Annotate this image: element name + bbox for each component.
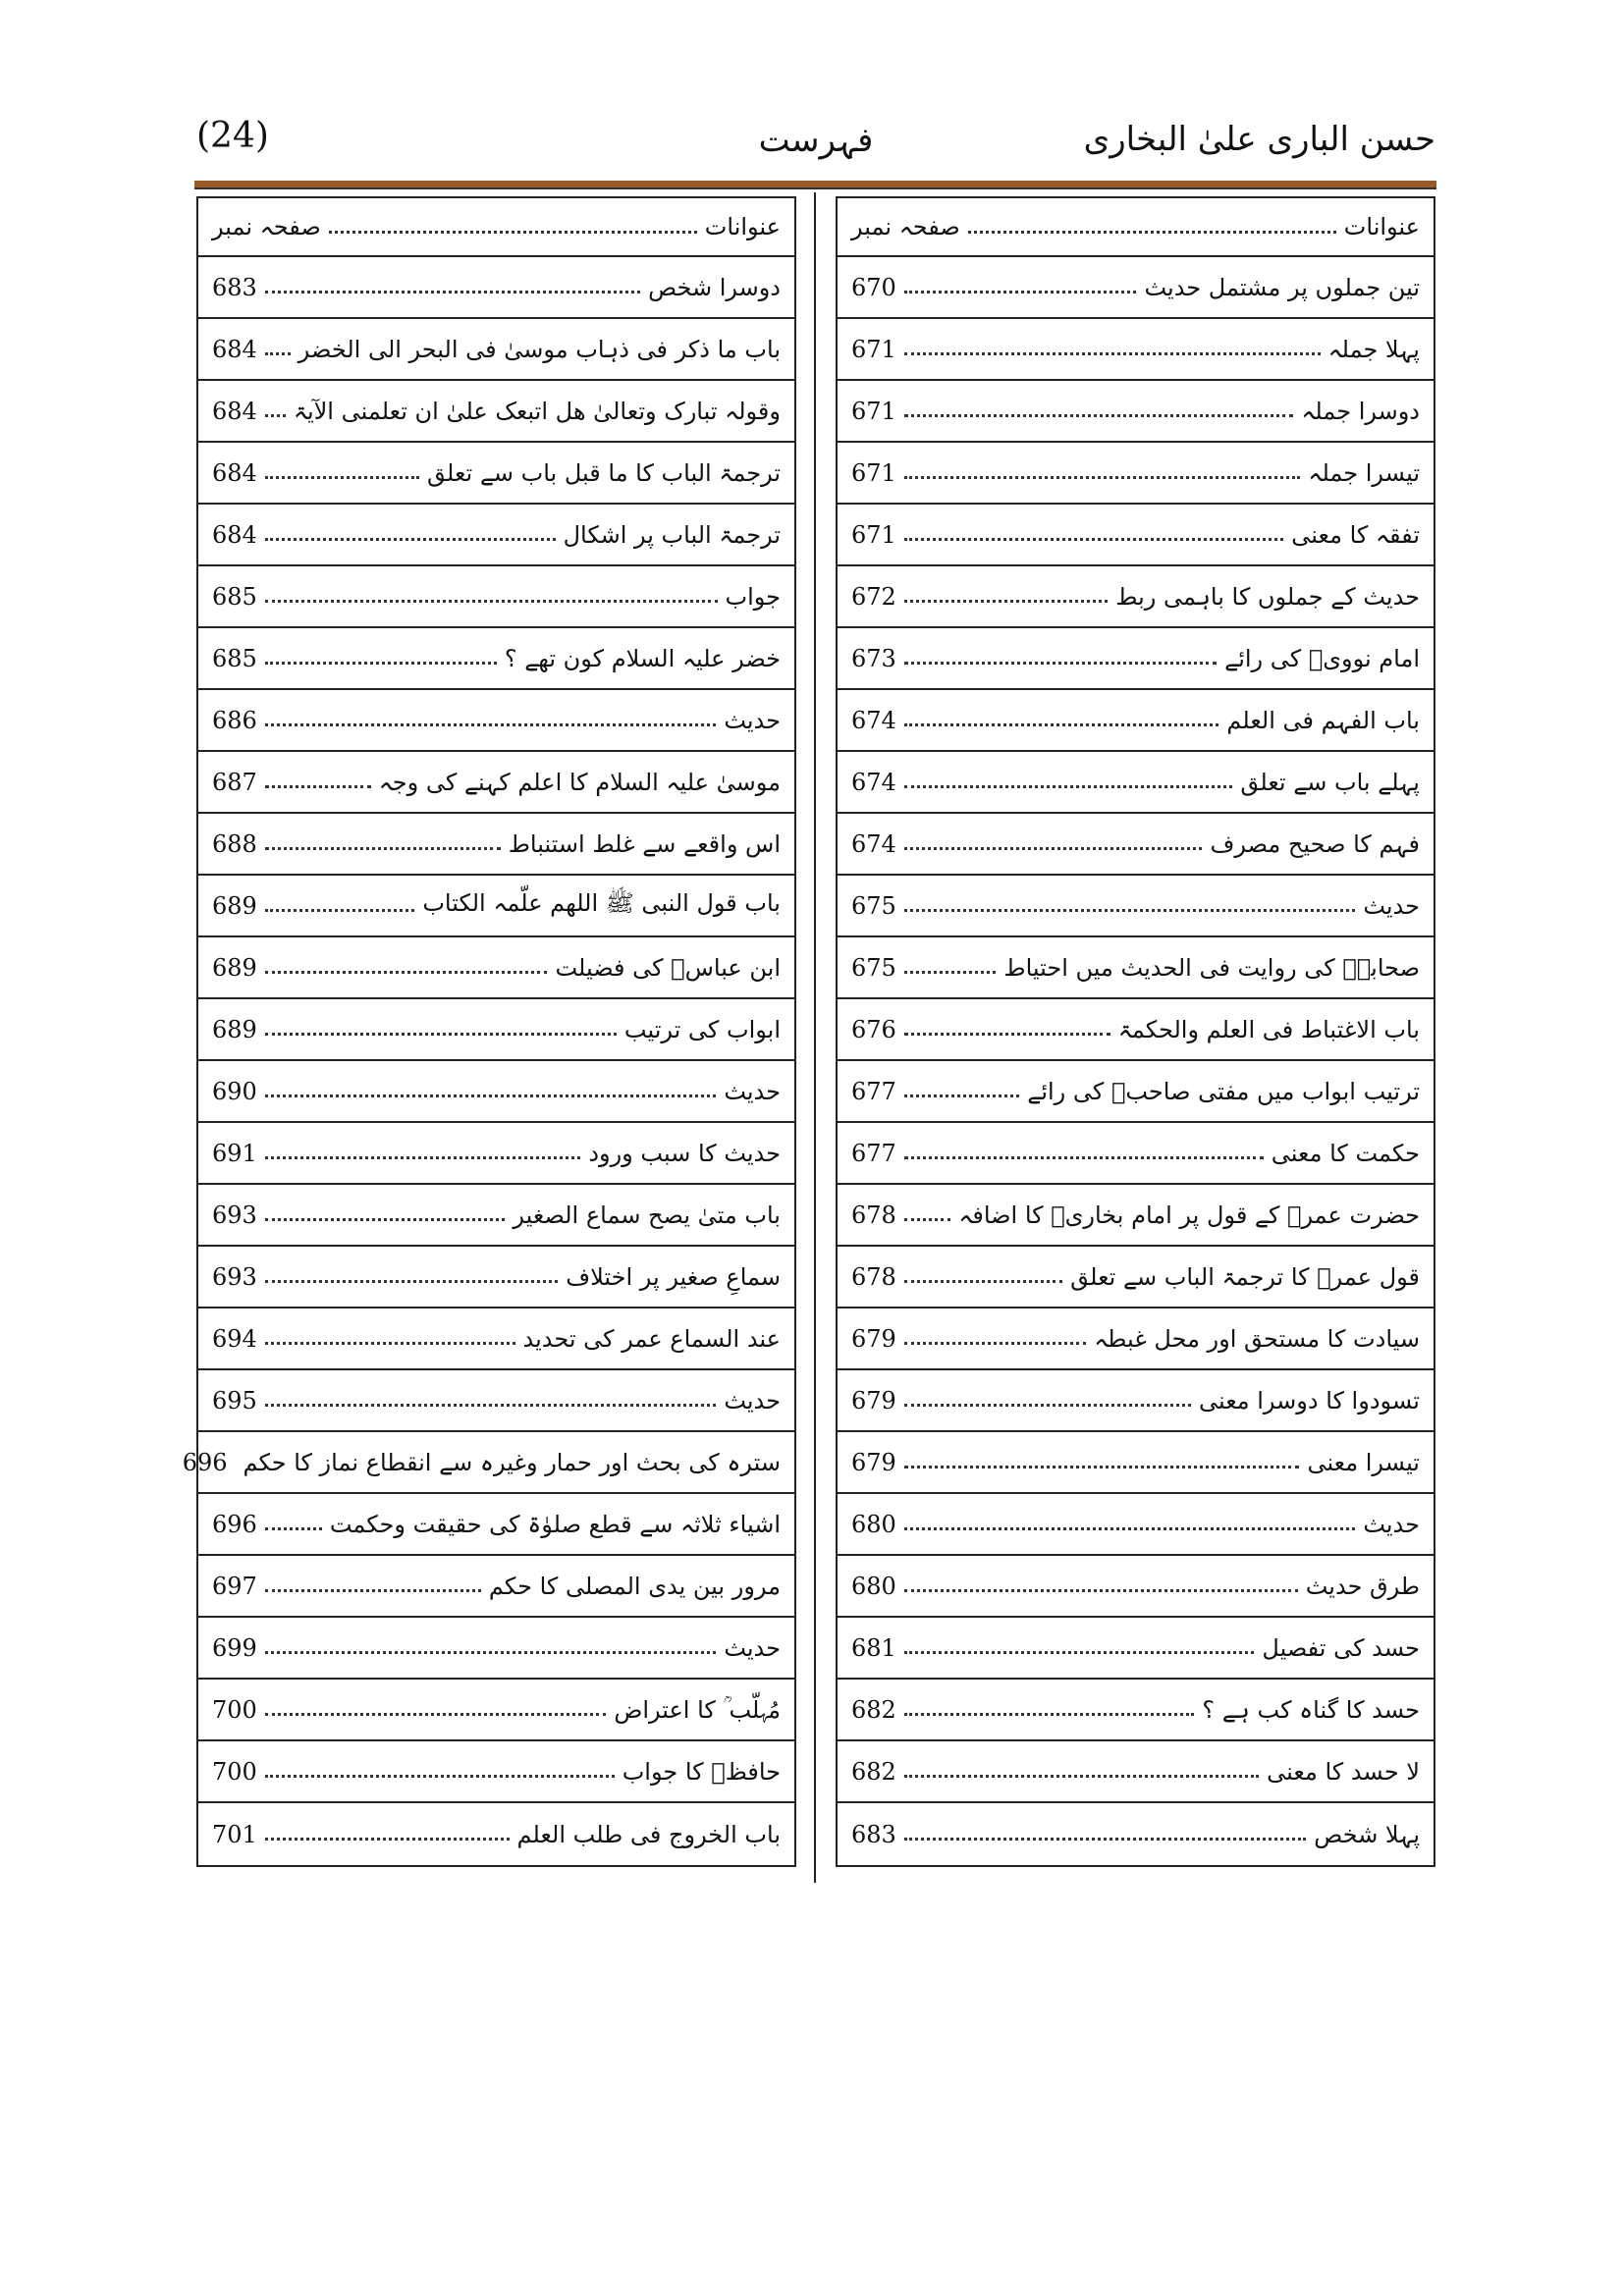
toc-entry-page: 684	[212, 520, 257, 549]
column-divider	[814, 192, 816, 1883]
toc-entry-page: 700	[212, 1695, 257, 1724]
toc-entry-page: 701	[212, 1820, 257, 1848]
toc-entry-page: 673	[851, 644, 896, 672]
toc-entry-row	[198, 443, 794, 505]
dot-leader	[904, 847, 1203, 850]
toc-entry-page: 689	[212, 953, 257, 982]
dot-leader	[904, 1527, 1356, 1530]
dot-leader	[904, 291, 1137, 294]
toc-entry-row	[838, 1308, 1434, 1370]
toc-entry-row	[198, 319, 794, 381]
heading-page-label: صفحہ نمبر	[212, 213, 321, 240]
toc-entry-title: باب الخروج فی طلب العلم	[516, 1820, 781, 1848]
dot-leader	[968, 231, 1336, 234]
toc-entry-title: اشیاء ثلاثہ سے قطع صلوٰۃ کی حقیقت وحکمت	[329, 1510, 781, 1538]
toc-entry-page: 696	[212, 1510, 257, 1538]
toc-entry-title: وقولہ تبارک وتعالیٰ ھل اتبعک علیٰ ان تعلمنی الآیۃ	[293, 397, 781, 425]
toc-entry-title: اس واقعے سے غلط استنباط	[508, 829, 781, 858]
toc-entry-row	[198, 1308, 794, 1370]
toc-entry-page: 674	[851, 768, 896, 796]
toc-entry-row	[198, 1556, 794, 1618]
toc-entry-row	[838, 1741, 1434, 1803]
toc-entry-title: ترجمۃ الباب پر اشکال	[563, 520, 781, 549]
toc-entry-title: حدیث	[724, 1386, 781, 1415]
dot-leader	[265, 1095, 717, 1097]
toc-entry-title: سماعِ صغیر پر اختلاف	[566, 1262, 781, 1291]
dot-leader	[904, 909, 1356, 912]
toc-entry-page: 687	[212, 768, 257, 796]
toc-entry-row	[838, 1247, 1434, 1308]
toc-entry-page: 700	[212, 1757, 257, 1786]
dot-leader	[904, 1156, 1264, 1159]
toc-entry-page: 695	[212, 1386, 257, 1415]
toc-entry-page: 683	[851, 1820, 896, 1848]
toc-entry-title: تسودوا کا دوسرا معنی	[1198, 1386, 1420, 1415]
toc-entry-row	[198, 1370, 794, 1432]
toc-entry-row	[198, 1680, 794, 1741]
dot-leader	[265, 1342, 515, 1345]
toc-entry-page: 678	[851, 1201, 896, 1229]
dot-leader	[904, 476, 1301, 479]
toc-entry-title: عند السماع عمر کی تحدید	[522, 1324, 781, 1353]
dot-leader	[904, 1404, 1191, 1407]
dot-leader	[904, 1775, 1259, 1778]
dot-leader	[904, 414, 1294, 417]
toc-entry-page: 693	[212, 1262, 257, 1291]
dot-leader	[904, 538, 1283, 541]
toc-entry-title: تین جملوں پر مشتمل حدیث	[1144, 273, 1420, 301]
toc-entry-page: 684	[212, 458, 257, 487]
toc-entry-title: باب ما ذکر فی ذہاب موسیٰ فی البحر الی الخضر	[298, 335, 781, 363]
dot-leader	[265, 1713, 607, 1716]
dot-leader	[265, 662, 497, 665]
toc-entry-title: دوسرا شخص	[648, 273, 781, 301]
dot-leader	[265, 1404, 717, 1407]
toc-entry-row	[198, 814, 794, 876]
dot-leader	[904, 1589, 1298, 1592]
toc-entry-page: 679	[851, 1324, 896, 1353]
toc-entry-page: 680	[851, 1572, 896, 1600]
toc-entry-page: 675	[851, 891, 896, 920]
header-rule-thin	[194, 187, 1436, 189]
toc-entry-page: 691	[212, 1139, 257, 1167]
toc-entry-row	[838, 1494, 1434, 1556]
dot-leader	[265, 847, 501, 850]
toc-entry-title: صحابہؓ کی روایت فی الحدیث میں احتیاط	[1003, 953, 1420, 982]
heading-titles-label: عنوانات	[704, 213, 781, 240]
toc-entry-row	[838, 1803, 1434, 1865]
toc-entry-row	[198, 1803, 794, 1865]
dot-leader	[904, 723, 1219, 726]
toc-entry-row	[198, 1741, 794, 1803]
dot-leader	[265, 971, 548, 974]
toc-entry-row	[838, 566, 1434, 628]
toc-entry-page: 677	[851, 1139, 896, 1167]
toc-entry-page: 689	[212, 1015, 257, 1043]
toc-entry-title: باب الفہم فی العلم	[1226, 706, 1420, 734]
toc-entry-title: حدیث	[1363, 1510, 1420, 1538]
dot-leader	[265, 723, 717, 726]
toc-entry-page: 684	[212, 335, 257, 363]
toc-heading-row	[838, 198, 1434, 257]
toc-entry-page: 680	[851, 1510, 896, 1538]
dot-leader	[904, 1280, 1062, 1283]
toc-entry-page: 682	[851, 1695, 896, 1724]
toc-entry-page: 685	[212, 582, 257, 611]
toc-entry-title: حدیث کا سبب ورود	[588, 1139, 781, 1167]
toc-entry-page: 696	[182, 1448, 228, 1476]
toc-entry-title: سیادت کا مستحق اور محل غبطہ	[1094, 1324, 1420, 1353]
toc-entry-title: حافظؒ کا جواب	[622, 1757, 781, 1786]
dot-leader	[904, 1651, 1255, 1654]
toc-entry-row	[838, 876, 1434, 937]
toc-entry-page: 682	[851, 1757, 896, 1786]
toc-entry-row	[838, 814, 1434, 876]
toc-entry-title: حدیث	[724, 1633, 781, 1662]
dot-leader	[265, 476, 419, 479]
dot-leader	[904, 1466, 1300, 1468]
heading-titles-label: عنوانات	[1343, 213, 1420, 240]
toc-entry-title: خضر علیہ السلام کون تھے ؟	[504, 644, 781, 672]
toc-entry-row	[198, 1061, 794, 1123]
dot-leader	[904, 1342, 1086, 1345]
header-rule	[194, 181, 1436, 187]
toc-entry-title: موسیٰ علیہ السلام کا اعلم کہنے کی وجہ	[378, 768, 781, 796]
toc-entry-page: 677	[851, 1077, 896, 1105]
toc-entry-page: 686	[212, 706, 257, 734]
dot-leader	[265, 600, 718, 603]
dot-leader	[265, 1156, 581, 1159]
toc-entry-row	[838, 999, 1434, 1061]
dot-leader	[265, 1218, 506, 1221]
toc-entry-page: 699	[212, 1633, 257, 1662]
toc-entry-title: تفقہ کا معنی	[1291, 520, 1420, 549]
toc-entry-title: باب الاغتباط فی العلم والحکمۃ	[1117, 1015, 1420, 1043]
dot-leader	[265, 1033, 617, 1036]
toc-entry-title: باب قول النبی ﷺ اللھم علّمہ الکتاب	[422, 889, 781, 917]
toc-entry-row	[838, 1556, 1434, 1618]
dot-leader	[904, 352, 1321, 355]
toc-entry-title: حضرت عمرؓ کے قول پر امام بخاریؒ کا اضافہ	[958, 1201, 1420, 1229]
toc-entry-row	[838, 1432, 1434, 1494]
toc-entry-title: حدیث	[1363, 891, 1420, 920]
dot-leader	[265, 352, 291, 355]
dot-leader	[265, 1280, 558, 1283]
dot-leader	[265, 909, 415, 912]
toc-entry-row	[838, 381, 1434, 443]
toc-entry-page: 697	[212, 1572, 257, 1600]
dot-leader	[265, 1527, 322, 1530]
toc-entry-row	[198, 566, 794, 628]
toc-entry-row	[198, 505, 794, 566]
toc-entry-title: حسد کی تفصیل	[1262, 1633, 1420, 1662]
dot-leader	[904, 1095, 1019, 1097]
toc-entry-row	[198, 1123, 794, 1185]
toc-entry-title: پہلا شخص	[1314, 1820, 1420, 1848]
toc-heading-row	[198, 198, 794, 257]
toc-entry-row	[838, 257, 1434, 319]
toc-entry-page: 671	[851, 520, 896, 549]
toc-entry-page: 676	[851, 1015, 896, 1043]
toc-entry-title: تیسرا جملہ	[1308, 458, 1420, 487]
toc-entry-title: طرق حدیث	[1305, 1572, 1420, 1600]
toc-entry-row	[198, 1185, 794, 1247]
toc-entry-title: باب متیٰ یصح سماع الصغیر	[513, 1201, 781, 1229]
toc-entry-row	[198, 1247, 794, 1308]
toc-entry-title: جواب	[725, 582, 781, 611]
toc-entry-page: 684	[212, 397, 257, 425]
toc-entry-page: 671	[851, 335, 896, 363]
dot-leader	[265, 1838, 510, 1841]
heading-page-label: صفحہ نمبر	[851, 213, 960, 240]
toc-entry-row	[838, 443, 1434, 505]
toc-entry-page: 671	[851, 397, 896, 425]
page-number: (24)	[196, 116, 269, 156]
toc-entry-page: 681	[851, 1633, 896, 1662]
toc-entry-page: 671	[851, 458, 896, 487]
toc-entry-row	[838, 1618, 1434, 1680]
toc-entry-page: 683	[212, 273, 257, 301]
toc-entry-page: 679	[851, 1386, 896, 1415]
toc-entry-row	[182, 1432, 794, 1494]
toc-entry-title: قول عمرؓ کا ترجمۃ الباب سے تعلق	[1070, 1262, 1420, 1291]
toc-entry-row	[838, 937, 1434, 999]
dot-leader	[904, 662, 1217, 665]
toc-entry-row	[198, 690, 794, 752]
toc-entry-title: ابواب کی ترتیب	[623, 1015, 781, 1043]
toc-entry-title: ترتیب ابواب میں مفتی صاحبؒ کی رائے	[1027, 1077, 1420, 1105]
toc-entry-page: 688	[212, 829, 257, 858]
dot-leader	[265, 291, 640, 294]
dot-leader	[265, 414, 286, 417]
toc-entry-title: پہلا جملہ	[1327, 335, 1420, 363]
toc-column-right	[836, 196, 1435, 1867]
toc-entry-title: لا حسد کا معنی	[1267, 1757, 1420, 1786]
book-title: حسن الباری علیٰ البخاری	[1083, 120, 1435, 159]
dot-leader	[904, 1838, 1306, 1841]
toc-column-left	[182, 196, 796, 1867]
toc-entry-page: 678	[851, 1262, 896, 1291]
toc-entry-row	[838, 319, 1434, 381]
dot-leader	[329, 231, 697, 234]
toc-entry-page: 685	[212, 644, 257, 672]
dot-leader	[265, 538, 556, 541]
toc-entry-row	[198, 1618, 794, 1680]
dot-leader	[904, 1033, 1110, 1036]
toc-entry-title: مرور بین یدی المصلی کا حکم	[488, 1572, 781, 1600]
toc-entry-row	[838, 1185, 1434, 1247]
dot-leader	[904, 1218, 951, 1221]
toc-entry-title: حدیث	[724, 706, 781, 734]
toc-entry-row	[838, 752, 1434, 814]
toc-entry-row	[198, 381, 794, 443]
toc-entry-page: 679	[851, 1448, 896, 1476]
page-header	[196, 116, 1435, 175]
toc-entry-page: 675	[851, 953, 896, 982]
toc-entry-title: تیسرا معنی	[1307, 1448, 1420, 1476]
toc-entry-page: 672	[851, 582, 896, 611]
toc-entry-title: پہلے باب سے تعلق	[1240, 768, 1420, 796]
dot-leader	[904, 1713, 1195, 1716]
toc-entry-page: 689	[212, 891, 257, 920]
toc-entry-row	[838, 1123, 1434, 1185]
toc-entry-row	[198, 1494, 794, 1556]
toc-entry-row	[838, 505, 1434, 566]
toc-entry-title: مُہلّب ؒ کا اعتراض	[614, 1695, 781, 1724]
dot-leader	[904, 971, 997, 974]
toc-entry-row	[198, 937, 794, 999]
toc-entry-title: حدیث کے جملوں کا باہمی ربط	[1115, 582, 1420, 611]
toc-entry-page: 690	[212, 1077, 257, 1105]
toc-entry-page: 693	[212, 1201, 257, 1229]
dot-leader	[265, 1589, 481, 1592]
toc-entry-title: حسد کا گناہ کب ہے ؟	[1202, 1695, 1420, 1724]
section-title: فہرست	[758, 121, 874, 160]
toc-entry-row	[838, 628, 1434, 690]
toc-entry-row	[198, 999, 794, 1061]
dot-leader	[265, 785, 371, 788]
dot-leader	[265, 1651, 717, 1654]
toc-entry-row	[198, 876, 794, 937]
toc-entry-page: 674	[851, 829, 896, 858]
toc-entry-page: 674	[851, 706, 896, 734]
toc-entry-title: سترہ کی بحث اور حمار وغیرہ سے انقطاع نماز کا حکم	[243, 1448, 781, 1476]
toc-entry-page: 694	[212, 1324, 257, 1353]
toc-entry-row	[838, 1370, 1434, 1432]
toc-entry-title: دوسرا جملہ	[1301, 397, 1420, 425]
toc-entry-row	[198, 628, 794, 690]
toc-entry-row	[838, 690, 1434, 752]
toc-entry-row	[838, 1061, 1434, 1123]
toc-entry-row	[198, 257, 794, 319]
dot-leader	[265, 1775, 615, 1778]
toc-entry-page: 670	[851, 273, 896, 301]
toc-entry-title: امام نوویؒ کی رائے	[1224, 644, 1420, 672]
toc-entry-title: ترجمۃ الباب کا ما قبل باب سے تعلق	[427, 458, 781, 487]
toc-entry-title: حکمت کا معنی	[1271, 1139, 1420, 1167]
toc-entry-title: فہم کا صحیح مصرف	[1210, 829, 1420, 858]
dot-leader	[904, 600, 1108, 603]
toc-entry-title: ابن عباسؓ کی فضیلت	[555, 953, 781, 982]
toc-entry-title: حدیث	[724, 1077, 781, 1105]
toc-entry-row	[838, 1680, 1434, 1741]
toc-entry-row	[198, 752, 794, 814]
dot-leader	[904, 785, 1233, 788]
